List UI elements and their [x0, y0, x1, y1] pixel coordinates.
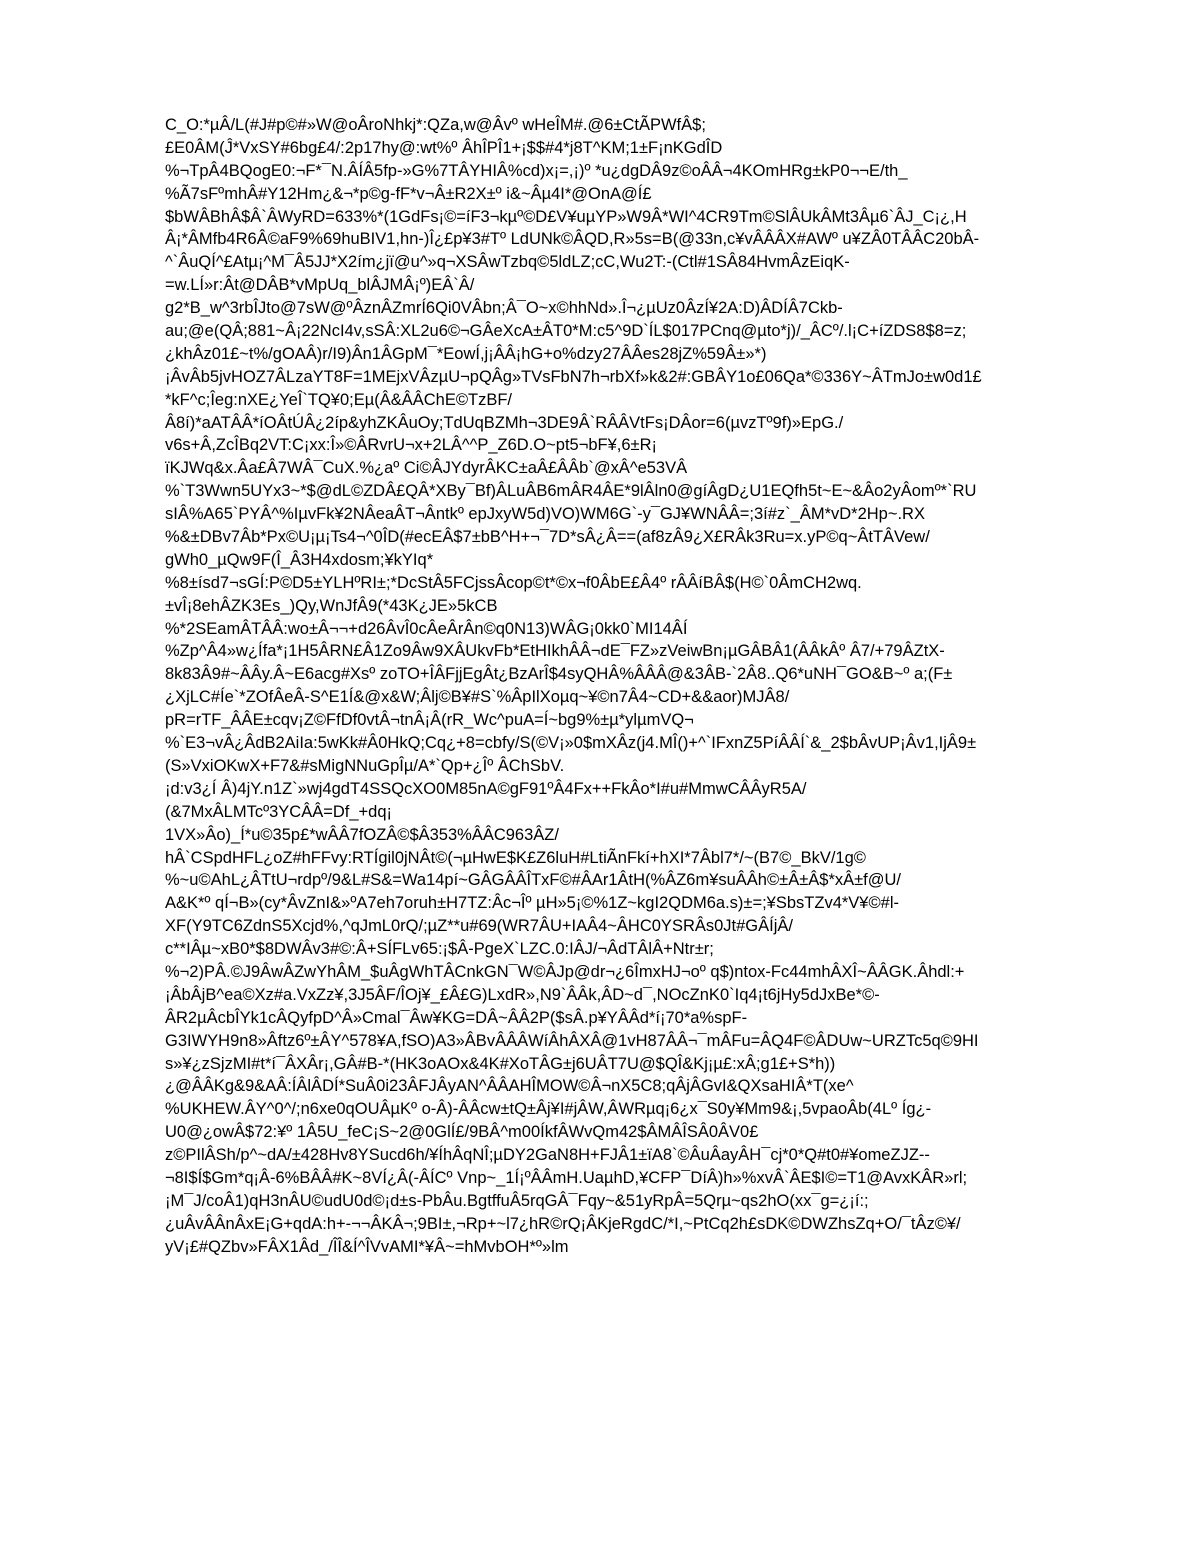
text-line: ¿khÂz01£~t%/gOAÂ)r/I9)Ân1ÂGpM¯*EowÍ,j¡ÂÂ¡hG+o%dzy27ÂÂes28jZ%59Â±»*): [165, 344, 767, 363]
text-line: sIÂ%A65`PYÂ^%IµvFk¥2NÂeaÂT¬Ântkº epJxyW5d)VO)WM6G`-y¯GJ¥WNÂÂ=;3í#z`_ÂM*vD*2Hp~.RX: [165, 505, 925, 524]
garbled-text-body: [165, 114, 1125, 1259]
text-line: au;@e(QÂ;881~Â¡22NcI4v,sSÂ:XL2u6©¬GÂeXcA±ÂT0*M:c5^9D`ÍL$017PCnq@µto*j)/_ÂCº/.l¡C+íZDS8$8=z;: [165, 322, 967, 341]
text-line: U0@¿owÂ$72:¥º 1Â5U_feC¡S~2@0GlÍ£/9BÂ^m00ÍkfÂWvQm42$ÂMÂÎSÂ0ÂV0£: [165, 1123, 759, 1142]
text-line: ïKJWq&x.Âa£Â7WÂ¯CuX.%¿aº Ci©ÂJYdyrÂKC±aÂ£ÂÂb`@xÂ^e53VÂ: [165, 459, 688, 478]
text-line: Â¡*ÂMfb4R6Â©aF9%69huBIV1,hn-)Î¿£p¥3#Tº LdUNk©ÂQD,R»5s=B(@33n,c¥vÂÂÂX#AWº u¥ZÂ0TÂÂC20bÂ-: [165, 230, 980, 249]
text-line: XF(Y9TC6ZdnS5Xcjd%,^qJmL0rQ/;µZ**u#69(WR7ÂU+IAÂ4~ÂHC0YSRÂs0Jt#GÂÍjÂ/: [165, 917, 793, 936]
text-line: G3IWYH9n8»Âftz6º±ÂY^578¥A,fSO)A3»ÂBvÂÂÂWíÂhÂXÂ@1vH87ÂÂ¬¯mÂFu=ÂQ4F©ÂDUw~URZTc5q©9HI: [165, 1031, 979, 1050]
text-line: ¡d:v3¿Í Â)4jY.n1Z`»wj4gdT4SSQcXO0M85nA©gF91ºÂ4Fx++FkÂo*I#u#MmwCÂÂyR5A/: [165, 779, 807, 798]
text-line: ÂR2µÂcbÎYk1cÂQyfpD^Â»Cmal¯Âw¥KG=DÂ~ÂÂ2P($sÂ.p¥YÂÂd*í¡70*a%spF-: [165, 1008, 748, 1027]
text-line: 8k83Â9#~ÂÂy.Â~E6acg#Xsº zoTO+ÎÂFjjEgÂt¿BzArÎ$4syQHÂ%ÂÂÂ@&3ÂB-`2Â8..Q6*uNH¯GO&B~º a;(F±: [165, 665, 953, 684]
text-line: %Zp^Â4»w¿Ífa*¡1H5ÂRN£Â1Zo9Âw9XÂUkvFb*EtHIkhÂÂ¬dE¯FZ»zVeiwBn¡µGÂBÂ1(ÂÂkÂº Â7/+79ÂZtX-: [165, 642, 945, 661]
text-line: ¡ÂvÂb5jvHOZ7ÂLzaYT8F=1MEjxVÂzµU¬pQÂg»TVsFbN7h¬rbXf»k&2#:GBÂY1o£06Qa*©336Y~ÂTmJo±w0d1£: [165, 367, 982, 386]
text-line: C_O:*µÂ/L(#J#p©#»W@oÂroNhkj*:QZa,w@Âvº wHeÎM#.@6±CtÃPWfÂ$;: [165, 116, 706, 134]
text-line: %UKHEW.ÂY^0^/;n6xe0qOUÂµKº o-Â)-ÂÂcw±tQ±Âj¥I#jÂW,ÂWRµq¡6¿x¯S0y¥Mm9&¡,5vpaoÂb(4Lº Íg¿-: [165, 1100, 932, 1119]
text-line: pR=rTF_ÂÂE±cqv¡Z©FfDf0vtÂ¬tnÂ¡Â(rR_Wc^puA=Í~bg9%±µ*ylµmVQ¬: [165, 711, 694, 730]
text-line: %Ã7sFºmhÂ#Y12Hm¿&¬*p©g-fF*v¬Â±R2X±º i&~Âµ4I*@OnA@Í£: [165, 184, 652, 203]
text-line: ¿@ÂÂKg&9&AÂ:ÍÂlÂDÍ*SuÂ0i23ÂFJÂyAN^ÂÂAHÎMOW©Â¬nX5C8;qÂjÂGvI&QXsaHIÂ*T(xe^: [165, 1077, 854, 1096]
text-line: z©PIlÂSh/p^~dA/±428Hv8YSucd6h/¥ÍhÂqNÎ;µDY2GaN8H+FJÂ1±ïA8`©ÂuÂayÂH¯cj*0*Q#t0#¥omeZJZ--: [165, 1146, 930, 1165]
text-line: %`E3¬vÂ¿ÂdB2AiIa:5wKk#Â0HkQ;Cq¿+8=cbfy/S(©V¡»0$mXÂz(j4.MÎ()+^`IFxnZ5PíÂÂÍ`&_2$bÂvUP¡Âv1,IjÂ9±: [165, 734, 977, 753]
text-line: %~u©AhL¿ÂTtU¬rdpº/9&L#S&=Wa14pí~GÂGÂÂÎTxF©#ÂAr1ÂtH(%ÂZ6m¥suÂÂh©±Â±Â$*xÂ±f@U/: [165, 871, 902, 890]
text-line: ¿uÂvÂÂnÂxE¡G+qdA:h+-¬¬ÂKÂ¬;9BI±,¬Rp+~l7¿hR©rQ¡ÂKjeRgdC/*I,~PtCq2h£sDK©DWZhsZq+O/¯tÂz©¥/: [165, 1214, 961, 1233]
text-line: %`T3Wwn5UYx3~*$@dL©ZDÂ£QÂ*XBy¯Bf)ÂLuÂB6mÂR4ÂE*9lÂln0@gíÂgD¿U1EQfh5t~E~&Âo2yÂomº*`RU: [165, 482, 977, 501]
text-line: s»¥¿zSjzMI#t*í¯ÂXÂr¡,GÂ#B-*(HK3oAOx&4K#XoTÂG±j6UÂT7U@$QÎ&Kj¡µ£:xÂ;g1£+S*h)): [165, 1054, 836, 1073]
text-line: ¿XjLC#Íe`*ZOfÂeÂ-S^E1Í&@x&W;Âlj©B¥#S`%ÂpIlXoµq~¥©n7Â4~CD+&&aor)MJÂ8/: [165, 688, 790, 707]
text-line: £E0ÂM(Ĵ*VxSY#6bg£4/:2p17hy@:wt%º ÂhÎPÎ1+¡$$#4*j8T^KM;1±F¡nKGdÎD: [165, 138, 723, 157]
text-line: *kF^c;Îeg:nXE¿YeÎ`TQ¥0;Eµ(Â&ÂÂChE©TzBF/: [165, 390, 512, 409]
text-line: ^`ÂuQÍ^£Atµ¡^M¯Â5JJ*X2ím¿jï@u^»q¬XSÂwTzbq©5ldLZ;cC,Wu2T:-(Ctl#1SÂ84HvmÂzEiqK-: [165, 253, 850, 272]
text-line: %¬2)PÂ.©J9ÂwÂZwYhÂM_$uÂgWhTÂCnkGN¯W©ÂJp@dr¬¿6ÎmxHJ¬oº q$)ntox-Fc44mhÂXÎ~ÂÂGK.Âhdl:+: [165, 962, 965, 981]
text-line: g2*B_w^3rbÎJto@7sW@ºÂznÂZmrÍ6Qi0VÂbn;Â¯O~x©hhNd».Î¬¿µUz0ÂzÍ¥2A:D)ÂDÍÂ7Ckb-: [165, 299, 843, 318]
text-line: A&K*º qÍ¬B»(cy*ÂvZnI&»ºA7eh7oruh±H7TZ:Âc¬Îº µH»5¡©%1Z~kgI2QDM6a.s)±=;¥SbsTZv4*V¥©#l-: [165, 894, 899, 913]
text-line: (&7MxÂLMTcº3YCÂÂ=Df_+dq¡: [165, 802, 393, 821]
text-line: ¬8I$Í$Gm*q¡Â-6%BÂÂ#K~8VÍ¿Â(-ÂÍCº Vnp~_1Í¡ºÂÂmH.UaµhD,¥CFP¯DíÂ)h»%xvÂ`ÂE$I©=T1@AvxKÂR»rl;: [165, 1168, 968, 1187]
text-line: ¡M¯J/coÂ1)qH3nÂU©udU0d©¡d±s-PbÂu.BgtffuÂ5rqGÂ¯Fqy~&51yRpÂ=5Qrµ~qs2hO(xx¯g=¿¡í:;: [165, 1191, 869, 1210]
text-line: ¡ÂbÂjB^ea©Xz#a.VxZz¥,3J5ÂF/ÎOj¥_£Â£G)LxdR»,N9`ÂÂk,ÂD~d¯,NOcZnK0`Iq4¡t6jHy5dJxBe*©-: [165, 985, 880, 1004]
text-line: v6s+Â,ZcÎBq2VT:C¡xx:Î»©ÂRvrU¬x+2LÂ^^P_Z6D.O~pt5¬bF¥,6±R¡: [165, 436, 658, 455]
text-line: (S»VxiOKwX+F7&#sMigNNuGpÎµ/A*`Qp+¿Îº ÂChSbV.: [165, 756, 565, 775]
text-line: c**IÂµ~xB0*$8DWÂv3#©:Â+SÍFLv65:¡$Â-PgeX`LZC.0:IÂJ/¬ÂdTÂlÂ+Ntr±r;: [165, 940, 714, 959]
text-line: Â8í)*aATÂÂ*íOÂtÚÂ¿2íp&yhZKÂuOy;TdUqBZMh¬3DE9Â`RÂÂVtFs¡DÂor=6(µvzTº9f)»EpG./: [165, 413, 844, 432]
text-line: yV¡£#QZbv»FÂX1Âd_/ÎÎ&Í^ÎVvAMI*¥Â~=hMvbOH*º»lm: [165, 1237, 569, 1256]
text-line: hÂ`CSpdHFL¿oZ#hFFvy:RTÍgil0jNÂt©(¬µHwE$K£Z6luH#LtiÃnFkí+hXI*7Âbl7*/~(B7©_BkV/1g©: [165, 848, 866, 867]
text-line: %&±DBv7Âb*Px©U¡µ¡Ts4¬^0ÎD(#ecEÂ$7±bB^H+¬¯7D*sÂ¿Â==(af8zÂ9¿X£RÂk3Ru=x.yP©q~ÂtTÂVew/: [165, 528, 930, 547]
text-line: 1VX»Âo)_Í*u©35p£*wÂÂ7fOZÂ©$Â353%ÂÂC963ÂZ/: [165, 825, 559, 844]
text-line: =w.LÍ»r:Ât@DÂB*vMpUq_blÂJMÂ¡º)EÂ`Â/: [165, 276, 475, 295]
text-line: %8±ísd7¬sGÍ:P©D5±YLHºRI±;*DcStÂ5FCjssÂcop©t*©x¬f0ÂbE£Â4º rÂÂíBÂ$(H©`0ÂmCH2wq.: [165, 573, 862, 592]
text-line: %¬TpÂ4BQogE0:¬F*¯N.ÂÍÂ5fp-»G%7TÂYHIÂ%cd)x¡=,¡)º *u¿dgDÂ9z©oÂÂ¬4KOmHRg±kP0¬¬E/th_: [165, 161, 908, 180]
text-line: ±vÎ¡8ehÂZK3Es_)Qy,WnJfÂ9(*43K¿JE»5kCB: [165, 596, 498, 615]
text-line: gWh0_µQw9F(Î_Â3H4xdosm;¥kYIq*: [165, 550, 434, 569]
text-line: $bWÂBhÂ$Â`ÂWyRD=633%*(1GdFs¡©=íF3¬kµº©D£V¥uµYP»W9Â*WI^4CR9Tm©SlÂUkÂMt3Âµ6`ÂJ_C¡¿,H: [165, 207, 967, 226]
text-line: %*2SEamÂTÂÂ:wo±Â¬¬+d26ÂvÎ0cÂeÂrÂn©q0N13)WÂG¡0kk0`MI14ÂÍ: [165, 619, 688, 638]
